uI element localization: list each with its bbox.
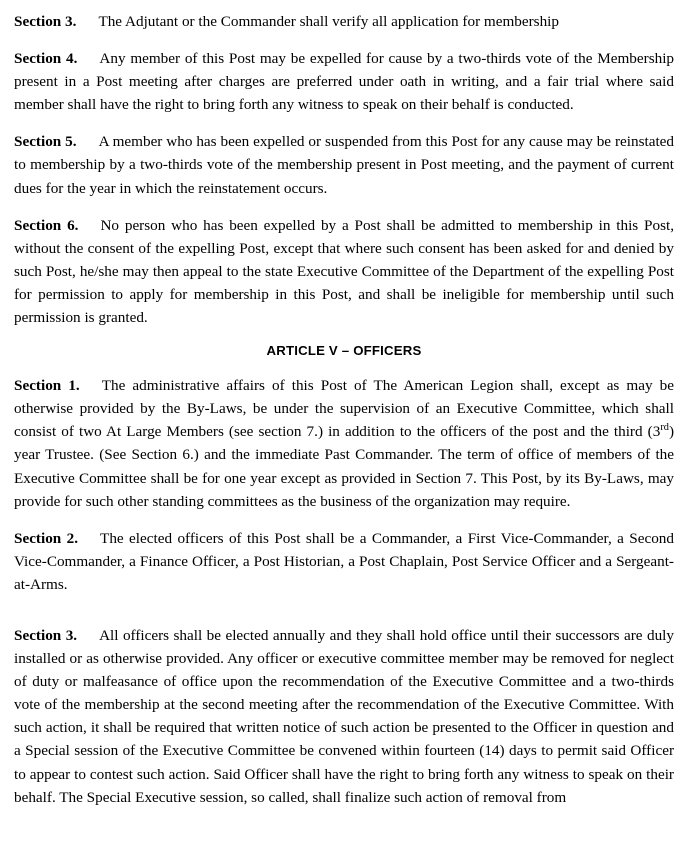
section-text: The elected officers of this Post shall be a Commander, a First Vice-Commander, a Second Vice-Commander, a Finance Officer, a Post Historian, a Post Chaplain, Post Service Officer and a Sergeant-at-Arms. [14,529,674,593]
section-text: The Adjutant or the Commander shall verify all application for membership [98,13,560,30]
section-label: Section 5. [14,133,77,151]
section-text: No person who has been expelled by a Post shall be admitted to membership in this Post, without the consent of the expelling Post, except that where such consent has been asked for and denied by such Post, he/she may then appeal to the state Executive Committee of the Department of the expelling Post for permission to apply for membership in this Post, and shall be ineligible for membership until such permission is granted. [14,216,674,327]
article-heading: ARTICLE V – OFFICERS [266,343,422,359]
section-paragraph [14,214,674,329]
section-paragraph [14,10,674,33]
section-text: A member who has been expelled or suspended from this Post for any cause may be reinstated to membership by a two-thirds vote of the membership present in Post meeting, and the payment of current dues for the year in which the reinstatement occurs. [14,133,674,197]
paragraph-spacer [14,610,674,624]
section-label: Section 1. [14,377,80,395]
section-paragraph [14,130,674,199]
section-label: Section 6. [14,216,79,234]
section-paragraph [14,527,674,596]
section-text: Any member of this Post may be expelled for cause by a two-thirds vote of the Membership present in a Post meeting after charges are preferred under oath in writing, and a fair trial where said member shall have the right to bring forth any witness to speak on their behalf is conducted. [14,50,675,114]
section-label: Section 3. [14,13,77,30]
section-label: Section 3. [14,626,78,644]
ordinal-superscript: rd [660,422,669,434]
section-text: All officers shall be elected annually and they shall hold office until their successors are duly installed or as otherwise provided. Any officer or executive committee member may be removed for neglect of duty or malfeasance of office upon the recommendation of the Executive Committee and a two-thirds vote of the membership at the second meeting after the recommendation of the Executive Committee. With such action, it shall be required that written notice of such action be presented to the Officer in question and a Special session of the Executive Committee be convened within fourteen (14) days to permit said Officer to appear to contest such action. Said Officer shall have the right to bring forth any witness to speak on their behalf. The Special Executive session, so called, shall finalize such action of removal from [14,626,674,806]
section-label: Section 4. [14,50,78,68]
section-text-before: The administrative affairs of this Post of The American Legion shall, except as may be otherwise provided by the By-Laws, be under the supervision of an Executive Committee, which shall consist of two At Large Members (see section 7.) in addition to the officers of the post and the third (3 [14,377,675,441]
section-label: Section 2. [14,529,79,547]
section-paragraph [14,374,674,513]
section-text-after: ) year Trustee. (See Section 6.) and the immediate Past Commander. The term of office of members of the Executive Committee shall be for one year except as provided in Section 7. This Post, by its By-Laws, may provide for such other standing committees as the business of the organization may require. [14,423,674,510]
section-paragraph [14,624,674,809]
section-paragraph [14,47,674,116]
